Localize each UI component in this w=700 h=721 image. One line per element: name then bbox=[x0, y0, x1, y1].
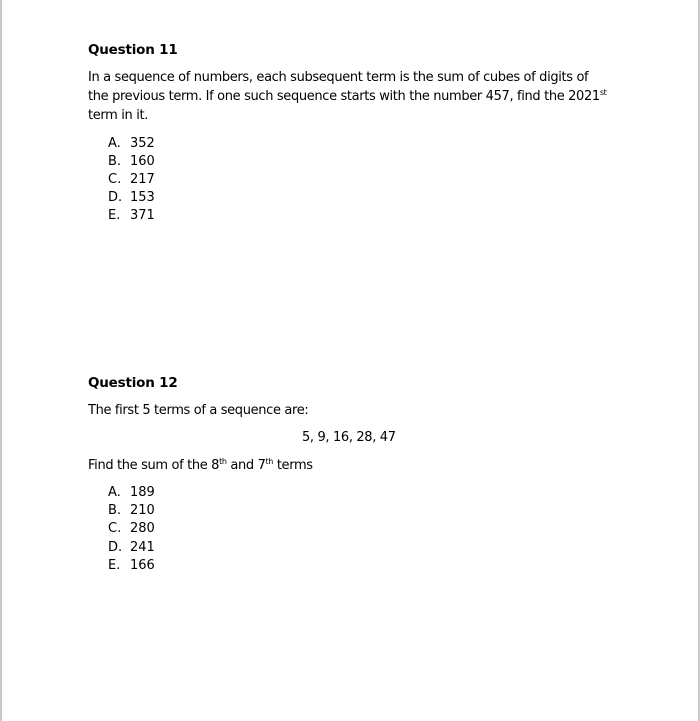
question-12-prompt bbox=[88, 458, 313, 473]
option-value: 166 bbox=[130, 558, 155, 573]
option bbox=[108, 503, 155, 518]
question-11-text-line: term in it. bbox=[88, 108, 148, 123]
question-12-heading: Question 12 bbox=[88, 375, 178, 391]
option-letter: C. bbox=[108, 521, 122, 536]
question-11-heading: Question 11 bbox=[88, 42, 178, 58]
superscript: th bbox=[219, 457, 227, 466]
option bbox=[108, 558, 155, 573]
text: the previous term. If one such sequence starts with the number 457, find the 2021 bbox=[88, 89, 600, 104]
option-letter: D. bbox=[108, 540, 123, 555]
option-value: 352 bbox=[130, 136, 155, 151]
option bbox=[108, 154, 155, 169]
sequence: 5, 9, 16, 28, 47 bbox=[302, 430, 396, 445]
option-value: 217 bbox=[130, 172, 155, 187]
option bbox=[108, 190, 155, 205]
option-value: 241 bbox=[130, 540, 155, 555]
option bbox=[108, 136, 155, 151]
option-value: 280 bbox=[130, 521, 155, 536]
question-11-text-line: In a sequence of numbers, each subsequent term is the sum of cubes of digits of bbox=[88, 70, 589, 85]
option-letter: B. bbox=[108, 154, 122, 169]
option-value: 153 bbox=[130, 190, 155, 205]
option-letter: A. bbox=[108, 136, 121, 151]
option-value: 189 bbox=[130, 485, 155, 500]
question-11-text-line bbox=[88, 89, 606, 104]
option-letter: E. bbox=[108, 208, 121, 223]
option-letter: B. bbox=[108, 503, 122, 518]
option-letter: D. bbox=[108, 190, 123, 205]
option-letter: C. bbox=[108, 172, 122, 187]
option-value: 210 bbox=[130, 503, 155, 518]
option-value: 371 bbox=[130, 208, 155, 223]
superscript: st bbox=[599, 88, 607, 97]
option-letter: A. bbox=[108, 485, 121, 500]
option bbox=[108, 172, 155, 187]
question-12-intro: The first 5 terms of a sequence are: bbox=[88, 403, 309, 418]
text: terms bbox=[273, 458, 313, 473]
option bbox=[108, 208, 155, 223]
superscript: th bbox=[265, 457, 274, 466]
text: Find the sum of the 8 bbox=[88, 458, 220, 473]
option-letter: E. bbox=[108, 558, 121, 573]
text: and 7 bbox=[226, 458, 266, 473]
option bbox=[108, 521, 155, 536]
option bbox=[108, 540, 155, 555]
option-value: 160 bbox=[130, 154, 155, 169]
option bbox=[108, 485, 155, 500]
